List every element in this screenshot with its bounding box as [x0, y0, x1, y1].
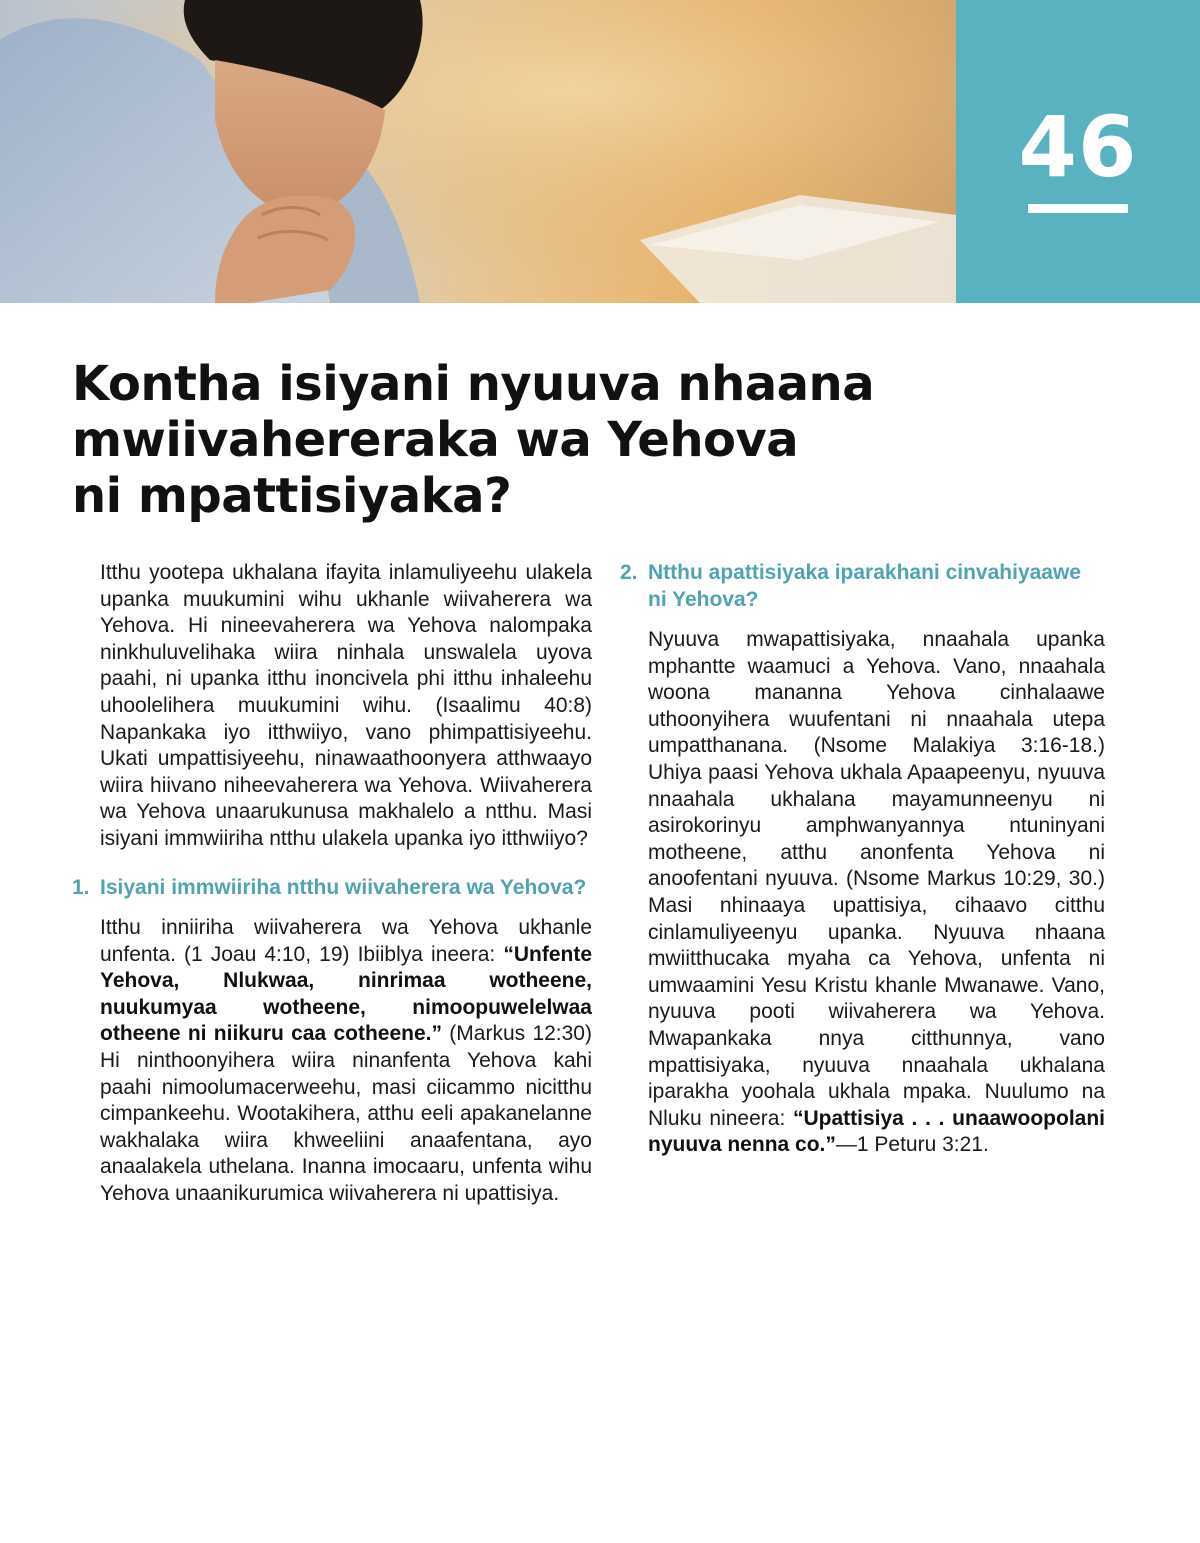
- lesson-number: 46: [1018, 98, 1138, 196]
- question-text: Ntthu apattisiyaka iparakhani cinvahiyaawe ni Yehova?: [648, 561, 1082, 611]
- intro-paragraph: Itthu yootepa ukhalana ifayita inlamuliyeehu ulakela upanka muukumini wihu ukhanle wiivaherera wa Yehova. Hi nineevaherera wa Yehova nalompaka ninkhuluvelihaka wiira ninhala unswalela uyova paahi, ni upanka itthu inoncivela phi itthu inhaleehu uhoolelihera muukumini wihu. (Isaalimu 40:8) Napankaka iyo itthwiiyo, vano phimpattisiyeehu. Ukati umpattisiyeehu, ninawaathoonyera atthwaayo wiira hiivano niheevaherera wa Yehova. Wiivaherera wa Yehova unaarukunusa makhalelo a ntthu. Masi isiyani immwiiriha ntthu ulakela upanka iyo itthwiiyo?: [100, 561, 592, 850]
- page-title-line: Kontha isiyani nyuuva nhaana: [72, 356, 875, 412]
- answer-text: Itthu inniiriha wiivaherera wa Yehova ukhanle unfenta. (1 Joau 4:10, 19) Ibiiblya ineera:: [100, 916, 592, 966]
- scripture-reference: —1 Peturu 3:21.: [835, 1133, 989, 1157]
- left-column: [72, 560, 592, 1208]
- answer-text: (Markus 12:30) Hi ninthoonyihera wiira ninanfenta Yehova kahi paahi nimoolumacerweehu, masi ciicammo nicitthu cimpankeehu. Wootakihera, atthu eeli apakanelanne wakhalaka wiira khweeliini anaafentana, ayo anaalakela uthelana. Inanna imocaaru, unfenta wihu Yehova unaanikurumica wiivaherera ni upattisiya.: [100, 1022, 592, 1205]
- answer-text: Nyuuva mwapattisiyaka, nnaahala upanka mphantte waamuci a Yehova. Vano, nnaahala woona mananna Yehova cinhalaawe uthoonyihera wuufentani ni nnaahala utepa umpatthanana. (Nsome Malakiya 3:16-18.) Uhiya paasi Yehova ukhala Apaapeenyu, nyuuva nnaahala ukhalana mayamunneenyu ni asirokorinyu amphwanyannya ntuninyani motheene, atthu anonfenta Yehova ni anoofentani nyuuva. (Nsome Markus 10:29, 30.) Masi nhinaaya upattisiya, cihaavo citthu cinlamuliyeenyu upanka. Nyuuva nhaana mwiitthucaka myaha ca Yehova, unfenta ni umwaamini Yesu Kristu khanle Mwanawe. Vano, nyuuva pooti wiivaherera wa Yehova. Mwapankaka nnya citthunnya, vano mpattisiyaka, nyuuva nnaahala ukhalana iparakha yoohala ukhala mpaka. Nuulumo na Nluku nineera:: [648, 628, 1105, 1130]
- hero-photo: [0, 0, 956, 303]
- answer-1-paragraph: [72, 915, 592, 1208]
- question-text: Isiyani immwiiriha ntthu wiivaherera wa Yehova?: [100, 875, 587, 899]
- scripture-quote: “Unfente Yehova, Nlukwaa, ninrimaa wotheene, nuukumyaa wotheene, nimoopuwelelwaa otheene ni niikuru caa cotheene.”: [100, 942, 592, 1046]
- question-1-heading: [72, 875, 592, 902]
- question-number: 2.: [620, 561, 638, 584]
- praying-man-photo: [0, 0, 956, 303]
- scripture-quote: “Upattisiya . . . unaawoopolani nyuuva nenna co.”: [648, 1106, 1105, 1157]
- page-title: [72, 356, 875, 524]
- lesson-number-underline: [1028, 204, 1128, 213]
- lesson-number-box: [956, 0, 1200, 303]
- answer-2-paragraph: [620, 627, 1105, 1159]
- page-title-line: mwiivahereraka wa Yehova: [72, 412, 799, 468]
- question-number: 1.: [72, 875, 90, 899]
- page-title-line: ni mpattisiyaka?: [72, 468, 512, 524]
- right-column: [620, 560, 1105, 1159]
- question-2-heading: [620, 560, 1105, 613]
